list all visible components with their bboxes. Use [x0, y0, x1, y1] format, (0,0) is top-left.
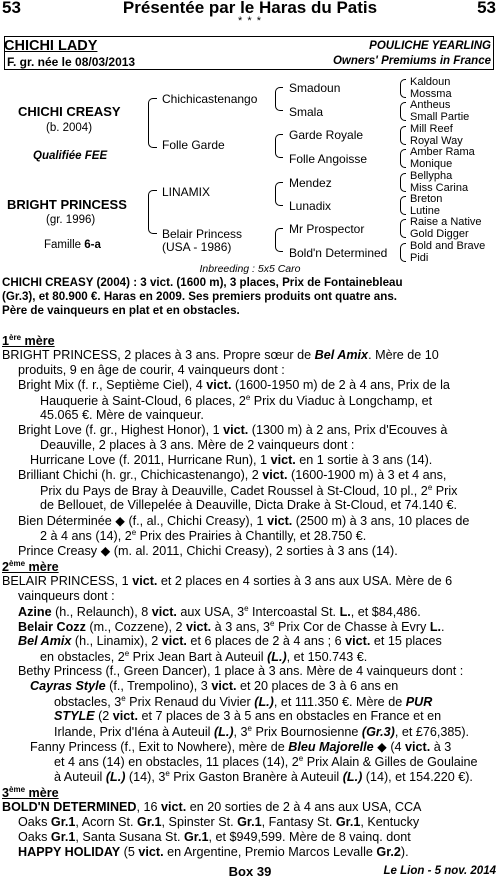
- pedigree-g4: Breton: [410, 193, 443, 205]
- pedigree-g3: Folle Angoisse: [289, 152, 368, 166]
- body-line: Bethy Princess (f., Green Dancer), 1 place à 3 ans. Mère de 4 vainqueurs dont :: [18, 664, 464, 678]
- header-stars: * * *: [238, 15, 262, 27]
- body-line: produits, 9 en âge de courir, 4 vainqueurs dont :: [18, 363, 285, 377]
- body-line: Bel Amix (h., Linamix), 2 vict. et 6 places de 2 à 4 ans ; 6 vict. et 15 places: [18, 634, 442, 648]
- pedigree-g3: Garde Royale: [289, 128, 364, 142]
- lot-number-left: 53: [2, 0, 21, 17]
- pedigree-g4: Antheus: [410, 99, 451, 111]
- pedigree-g4: Bold and Brave: [410, 240, 486, 252]
- dam-year: (gr. 1996): [46, 214, 96, 226]
- body-line: de Bellouet, de Villepelée à Deauville, Dicta Drake à St-Cloud, et 74.140 €.: [40, 498, 458, 512]
- body-line: HAPPY HOLIDAY (5 vict. en Argentine, Premio Marcos Levalle Gr.2).: [18, 845, 409, 859]
- body-line: BELAIR PRINCESS, 1 vict. et 2 places en 4 sorties à 3 ans aux USA. Mère de 6: [2, 574, 453, 588]
- body-line: 45.065 €. Mère de vainqueur.: [40, 408, 204, 422]
- box-number: Box 39: [228, 864, 272, 879]
- body-line: Oaks Gr.1, Santa Susana St. Gr.1, et $949,599. Mère de 8 vainq. dont: [18, 830, 411, 844]
- bracket-g3: [400, 126, 406, 145]
- body-line: Hauquerie à Saint-Cloud, 6 places, 2e Prix du Viaduc à Longchamp, et: [40, 393, 433, 409]
- pedigree-g4: Monique: [410, 158, 453, 170]
- pedigree-g4: Lutine: [410, 205, 440, 217]
- section-second-dam: 2ème mère: [2, 559, 59, 575]
- pedigree-g4: Mill Reef: [410, 123, 453, 135]
- dam-family: Famille 6-a: [44, 239, 101, 251]
- bracket-g3: [400, 219, 406, 238]
- bracket-g3: [400, 102, 406, 121]
- pedigree-g2: LINAMIX: [162, 185, 211, 199]
- body-line: obstacles, 3e Prix Renaud du Vivier (L.), et 111.350 €. Mère de PUR: [54, 694, 433, 710]
- page-title: Présentée par le Haras du Patis: [122, 0, 378, 17]
- horse-name: CHICHI LADY: [4, 38, 98, 54]
- pedigree-g3: Bold'n Determined: [289, 246, 388, 260]
- pedigree-g4: Pidi: [410, 252, 429, 264]
- body-line: Prix du Pays de Bray à Deauville, Cadet Roussel à St-Cloud, 10 pl., 2e Prix: [40, 483, 458, 499]
- pedigree-g3: Smadoun: [289, 81, 341, 95]
- sire-qualification: Qualifiée FEE: [33, 150, 108, 162]
- body-line: BOLD'N DETERMINED, 16 vict. en 20 sorties de 2 à 4 ans aux USA, CCA: [2, 800, 422, 814]
- body-line: Azine (h., Relaunch), 8 vict. aux USA, 3e Intercoastal St. L., et $84,486.: [18, 604, 421, 620]
- body-line: Deauville, 2 places à 3 ans. Mère de 2 vainqueurs dont :: [40, 438, 355, 452]
- bracket-g2: [275, 228, 283, 252]
- sire-year: (b. 2004): [46, 122, 93, 134]
- pedigree-g2: Chichicastenango: [162, 92, 258, 106]
- pedigree-g3: Lunadix: [289, 199, 332, 213]
- body-line: et 4 ans (14) en obstacles, 11 places (14), 2e Prix Alain & Gilles de Goulaine: [54, 754, 478, 770]
- bracket-g3: [400, 196, 406, 215]
- bracket-g3: [400, 149, 406, 168]
- section-first-dam: 1ère mère: [2, 333, 55, 349]
- body-line: Brilliant Chichi (h. gr., Chichicastenango), 2 vict. (1600-1900 m) à 3 et 4 ans,: [18, 468, 447, 482]
- pedigree-g4: Mossma: [410, 88, 452, 100]
- bracket-g2: [275, 134, 283, 158]
- body-line: Fanny Princess (f., Exit to Nowhere), mère de Bleu Majorelle ◆ (4 vict. à 3: [30, 740, 452, 754]
- body-line: 2 à 4 ans (14), 2e Prix des Prairies à Chantilly, et 28.750 €.: [40, 528, 367, 544]
- pedigree-g3: Mr Prospector: [289, 222, 365, 236]
- pedigree-g4: Miss Carina: [410, 182, 469, 194]
- pedigree-g2: Belair Princess: [162, 227, 243, 241]
- pedigree-g4: Gold Digger: [410, 228, 469, 240]
- bracket-dam: [148, 190, 157, 234]
- pedigree-g3: Smala: [289, 105, 324, 119]
- inbreeding-note: Inbreeding : 5x5 Caro: [199, 263, 301, 275]
- lot-number-right: 53: [477, 0, 496, 17]
- bracket-sire: [148, 98, 157, 148]
- pedigree-g4: Royal Way: [410, 135, 463, 147]
- bracket-g3: [400, 79, 406, 98]
- horse-birth: F. gr. née le 08/03/2013: [7, 55, 136, 69]
- body-line: à Auteuil (L.) (14), 3e Prix Gaston Branère à Auteuil (L.) (14), et 154.220 €).: [54, 769, 473, 785]
- pedigree-g3: Mendez: [289, 176, 332, 190]
- pedigree-g4: Kaldoun: [410, 76, 451, 88]
- body-line: Cayras Style (f., Trempolino), 3 vict. et 20 places de 3 à 6 ans en: [30, 679, 399, 693]
- body-line: Hurricane Love (f. 2011, Hurricane Run), 1 vict. en 1 sortie à 3 ans (14).: [30, 453, 433, 467]
- pedigree-g2: Folle Garde: [162, 138, 225, 152]
- body-line: Belair Cozz (m., Cozzene), 2 vict. à 3 ans, 3e Prix Cor de Chasse à Evry L..: [18, 619, 445, 635]
- sale-place-date: Le Lion - 5 nov. 2014: [383, 865, 496, 877]
- pedigree-g2: (USA - 1986): [162, 240, 232, 254]
- body-line: Bien Déterminée ◆ (f., al., Chichi Creasy), 1 vict. (2500 m) à 3 ans, 10 places de: [18, 514, 470, 528]
- body-line: Bright Love (f. gr., Highest Honor), 1 vict. (1300 m) à 2 ans, Prix d'Ecouves à: [18, 423, 448, 437]
- owners-premiums: Owners' Premiums in France: [332, 55, 491, 67]
- body-line: en obstacles, 2e Prix Jean Bart à Auteuil (L.), et 150.743 €.: [40, 649, 368, 665]
- sire-name: CHICHI CREASY: [18, 104, 121, 119]
- pedigree-g4: Raise a Native: [410, 216, 482, 228]
- bracket-g2: [275, 182, 283, 206]
- sire-text-line: CHICHI CREASY (2004) : 3 vict. (1600 m), 3 places, Prix de Fontainebleau: [2, 276, 403, 289]
- bracket-g2: [275, 87, 283, 111]
- dam-name: BRIGHT PRINCESS: [7, 197, 127, 212]
- body-line: BRIGHT PRINCESS, 2 places à 3 ans. Propre sœur de Bel Amix. Mère de 10: [2, 348, 439, 362]
- sire-text-line: (Gr.3), et 80.900 €. Haras en 2009. Ses premiers produits ont quatre ans.: [2, 290, 397, 303]
- body-line: STYLE (2 vict. et 7 places de 3 à 5 ans en obstacles en France et en: [54, 709, 442, 723]
- body-line: Bright Mix (f. r., Septième Ciel), 4 vict. (1600-1950 m) de 2 à 4 ans, Prix de la: [18, 378, 450, 392]
- horse-type: POULICHE YEARLING: [369, 40, 491, 52]
- body-line: Prince Creasy ◆ (m. al. 2011, Chichi Creasy), 2 sorties à 3 ans (14).: [18, 544, 398, 558]
- pedigree-g4: Small Partie: [410, 111, 470, 123]
- bracket-g3: [400, 243, 406, 262]
- sire-text-line: Père de vainqueurs en plat et en obstacles.: [2, 304, 240, 317]
- body-line: vainqueurs dont :: [18, 589, 115, 603]
- body-line: Oaks Gr.1, Acorn St. Gr.1, Spinster St. Gr.1, Fantasy St. Gr.1, Kentucky: [18, 815, 420, 829]
- section-third-dam: 3ème mère: [2, 785, 59, 801]
- pedigree-g4: Bellypha: [410, 170, 453, 182]
- body-line: Irlande, Prix d'Iéna à Auteuil (L.), 3e Prix Bournosienne (Gr.3), et £76,385).: [54, 724, 470, 740]
- pedigree-g4: Amber Rama: [410, 146, 475, 158]
- bracket-g3: [400, 173, 406, 192]
